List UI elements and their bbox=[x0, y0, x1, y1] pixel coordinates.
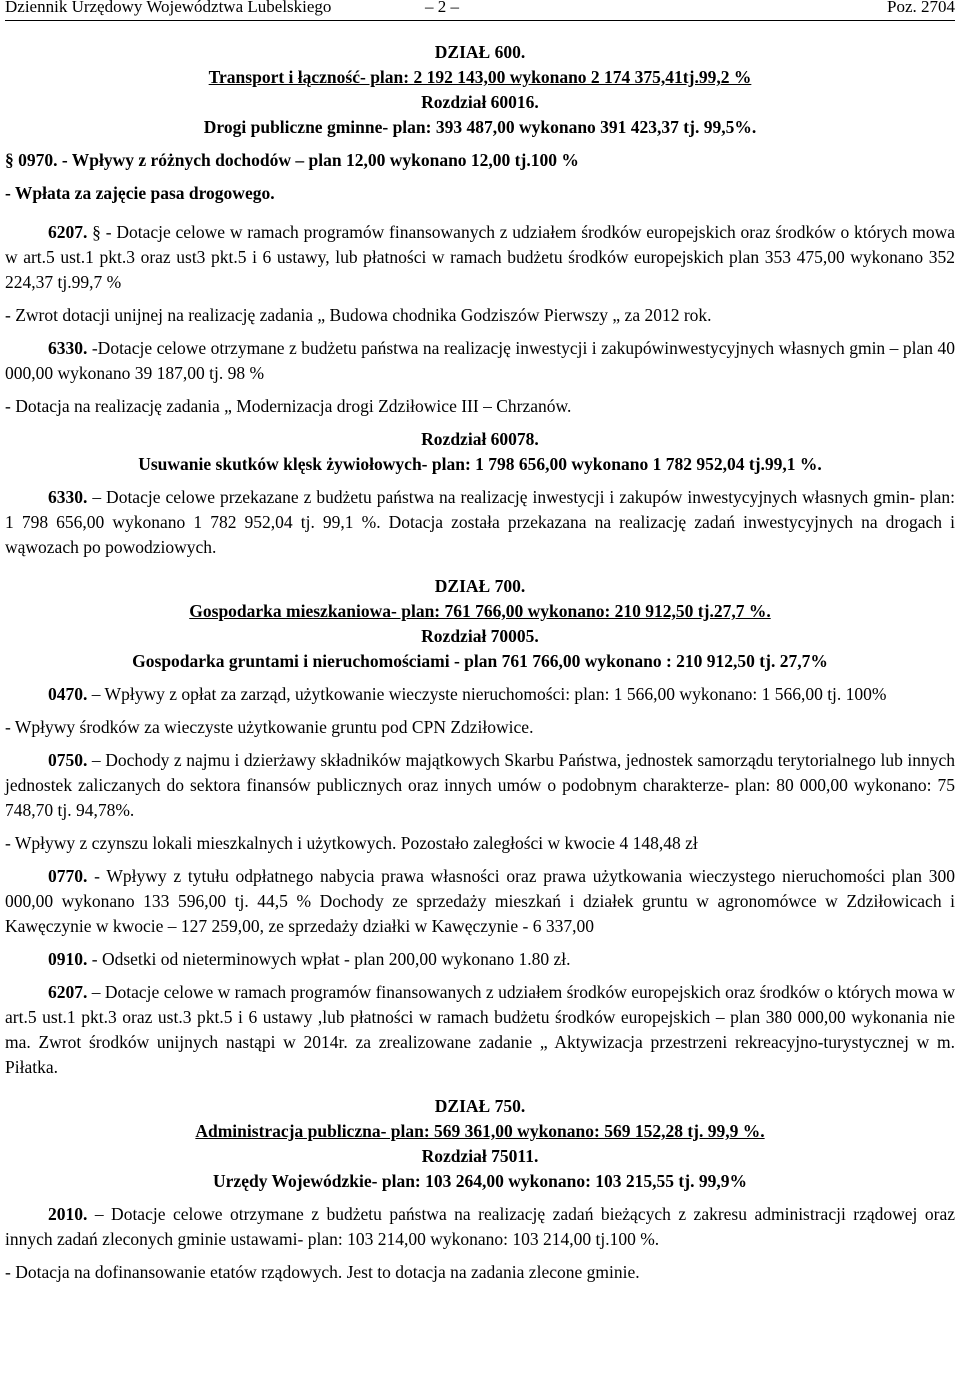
paragraph-code: 0910. bbox=[48, 949, 88, 969]
chapter-heading: Rozdział 75011. bbox=[421, 1146, 539, 1166]
paragraph-0910 bbox=[5, 947, 955, 972]
paragraph-text: – Dotacje celowe w ramach programów finansowanych z udziałem środków europejskich oraz środków o których mowa w art.5 ust.1 pkt.3 oraz ust.3 pkt.5 i 6 ustawy ,lub płatności w ramach budżetu środków europejskich – plan 380 000,00 wykonania nie ma. Zwrot środków unijnych nastąpi w 2014r. za zrealizowane zadanie „ Aktywizacja przestrzeni rekreacyjno-turystycznej w m. Piłatka. bbox=[5, 982, 955, 1077]
paragraph-0470-note: - Wpływy środków za wieczyste użytkowanie gruntu pod CPN Zdziłowice. bbox=[5, 717, 534, 737]
paragraph-0770 bbox=[5, 864, 955, 939]
paragraph-2010-note: - Dotacja na dofinansowanie etatów rządowych. Jest to dotacja na zadania zlecone gminie. bbox=[5, 1262, 640, 1282]
chapter-title: Usuwanie skutków klęsk żywiołowych- plan: 1 798 656,00 wykonano 1 782 952,04 tj.99,1 %. bbox=[138, 454, 822, 474]
paragraph-text: – Wpływy z opłat za zarząd, użytkowanie wieczyste nieruchomości: plan: 1 566,00 wykonano: 1 566,00 tj. 100% bbox=[91, 684, 887, 704]
paragraph-code: 0770. bbox=[48, 866, 88, 886]
paragraph-6330-note: - Dotacja na realizację zadania „ Modernizacja drogi Zdziłowice III – Chrzanów. bbox=[5, 396, 572, 416]
section-heading: DZIAŁ 750. bbox=[434, 1096, 526, 1116]
paragraph-0750 bbox=[5, 748, 955, 823]
section-title: Administracja publiczna- plan: 569 361,00 wykonano: 569 152,28 tj. 99,9 %. bbox=[195, 1121, 765, 1141]
journal-title: Dziennik Urzędowy Województwa Lubelskiego bbox=[5, 0, 332, 16]
paragraph-0750-note: - Wpływy z czynszu lokali mieszkalnych i użytkowych. Pozostało zaległości w kwocie 4 148,48 zł bbox=[5, 833, 698, 853]
position-number: Poz. 2704 bbox=[887, 0, 955, 16]
chapter-title: Gospodarka gruntami i nieruchomościami - plan 761 766,00 wykonano : 210 912,50 tj. 27,7% bbox=[132, 651, 828, 671]
paragraph-text: - Odsetki od nieterminowych wpłat - plan 200,00 wykonano 1.80 zł. bbox=[91, 949, 571, 969]
paragraph-code: 2010. bbox=[48, 1204, 88, 1224]
paragraph-code: 0470. bbox=[48, 684, 88, 704]
paragraph-6330b bbox=[5, 485, 955, 560]
paragraph-text: – Dochody z najmu i dzierżawy składników majątkowych Skarbu Państwa, jednostek samorządu terytorialnego lub innych jednostek zaliczanych do sektora finansów publicznych oraz innych umów o podobnym charakterze- plan: 80 000,00 wykonano: 75 748,70 tj. 94,78%. bbox=[5, 750, 956, 820]
chapter-title: Urzędy Wojewódzkie- plan: 103 264,00 wykonano: 103 215,55 tj. 99,9% bbox=[213, 1171, 747, 1191]
paragraph-code: 6330. bbox=[48, 338, 88, 358]
section-heading: DZIAŁ 700. bbox=[434, 576, 526, 596]
paragraph-6207b bbox=[5, 980, 955, 1080]
document-page bbox=[5, 0, 955, 1285]
chapter-title: Drogi publiczne gminne- plan: 393 487,00 wykonano 391 423,37 tj. 99,5%. bbox=[203, 117, 757, 137]
section-heading: DZIAŁ 600. bbox=[434, 42, 526, 62]
page-number: – 2 – bbox=[425, 0, 459, 16]
paragraph-6330 bbox=[5, 336, 955, 386]
chapter-heading: Rozdział 70005. bbox=[421, 626, 539, 646]
paragraph-code: 6207. bbox=[48, 222, 88, 242]
paragraph-code: 0750. bbox=[48, 750, 88, 770]
paragraph-2010 bbox=[5, 1202, 955, 1252]
section-title: Transport i łączność- plan: 2 192 143,00 wykonano 2 174 375,41tj.99,2 % bbox=[208, 67, 752, 87]
paragraph-code: 6330. bbox=[48, 487, 88, 507]
section-title: Gospodarka mieszkaniowa- plan: 761 766,00 wykonano: 210 912,50 tj.27,7 %. bbox=[189, 601, 771, 621]
paragraph-0970: § 0970. - Wpływy z różnych dochodów – plan 12,00 wykonano 12,00 tj.100 % bbox=[5, 150, 579, 170]
paragraph-0970-note: - Wpłata za zajęcie pasa drogowego. bbox=[5, 183, 275, 203]
paragraph-text: § - Dotacje celowe w ramach programów finansowanych z udziałem środków europejskich oraz środków o których mowa w art.5 ust.1 pkt.3 oraz ust3 pkt.5 i 6 ustawy, lub płatności w ramach budżetu środków europejskich plan 353 475,00 wykonano 352 224,37 tj.99,7 % bbox=[5, 222, 956, 292]
paragraph-text: – Dotacje celowe otrzymane z budżetu państwa na realizację zadań bieżących z zakresu administracji rządowej oraz innych zadań zleconych gminie ustawami- plan: 103 214,00 wykonano: 103 214,00 tj.100 %. bbox=[5, 1204, 955, 1249]
paragraph-code: 6207. bbox=[48, 982, 88, 1002]
paragraph-6207-note: - Zwrot dotacji unijnej na realizację zadania „ Budowa chodnika Godziszów Pierwszy „ za 2012 rok. bbox=[5, 305, 712, 325]
chapter-heading: Rozdział 60016. bbox=[421, 92, 539, 112]
paragraph-6207 bbox=[5, 220, 955, 295]
document-body bbox=[5, 40, 955, 1285]
page-header bbox=[5, 0, 955, 21]
paragraph-text: - Wpływy z tytułu odpłatnego nabycia prawa własności oraz prawa użytkowania wieczystego nieruchomości plan 300 000,00 wykonano 133 596,00 tj. 44,5 % Dochody ze sprzedaży mieszkań i działek gruntu w agronomówce w Zdziłowicach i Kawęczynie w kwocie – 127 259,00, ze sprzedaży działki w Kawęczynie - 6 337,00 bbox=[5, 866, 956, 936]
paragraph-0470 bbox=[5, 682, 955, 707]
paragraph-text: -Dotacje celowe otrzymane z budżetu państwa na realizację inwestycji i zakupówinwestycyjnych własnych gmin – plan 40 000,00 wykonano 39 187,00 tj. 98 % bbox=[5, 338, 955, 383]
paragraph-text: – Dotacje celowe przekazane z budżetu państwa na realizację inwestycji i zakupów inwestycyjnych własnych gmin- plan: 1 798 656,00 wykonano 1 782 952,04 tj. 99,1 %. Dotacja została przekazana na realizację zadań inwestycyjnych na drogach i wąwozach po powodziowych. bbox=[5, 487, 955, 557]
chapter-heading: Rozdział 60078. bbox=[421, 429, 539, 449]
